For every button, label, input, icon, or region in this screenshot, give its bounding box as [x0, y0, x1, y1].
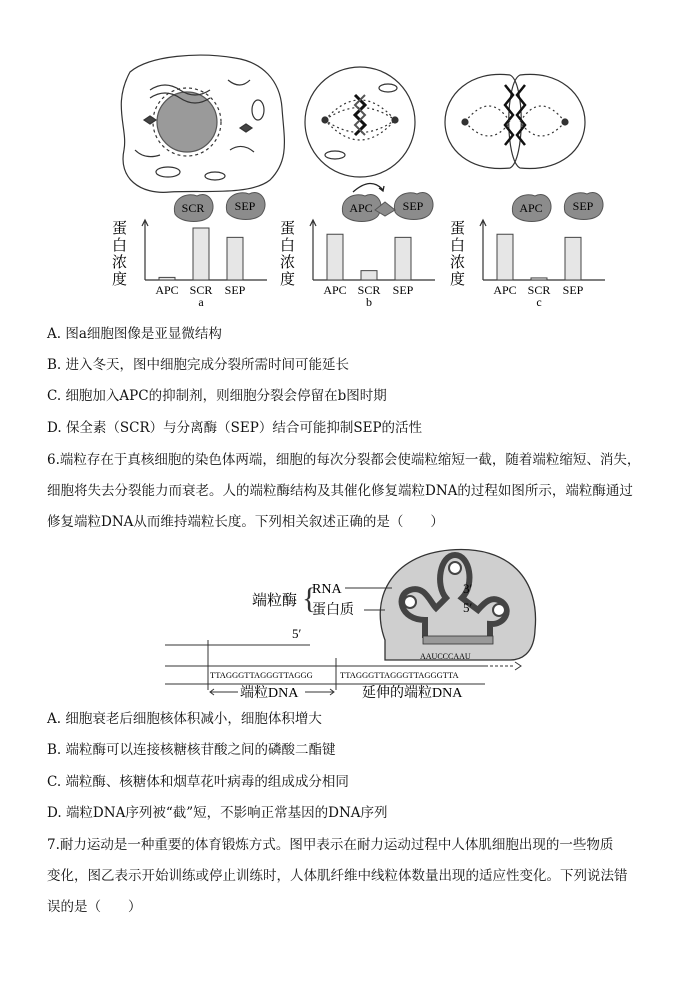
- y-axis-label-char: 白: [280, 236, 296, 254]
- y-axis-label-char: 蛋: [280, 219, 296, 237]
- panel-letter: a: [198, 295, 204, 309]
- q6-stem-line-1: 6.端粒存在于真核细胞的染色体两端，细胞的每次分裂都会使端粒缩短一截，随着端粒缩短、消失，: [47, 452, 641, 468]
- y-axis-label-char: 度: [450, 270, 466, 288]
- protein-label: SEP: [572, 199, 594, 213]
- q5-option-a: A. 图a细胞图像是亚显微结构: [47, 326, 222, 342]
- telomerase-figure: [0, 540, 695, 705]
- enzyme-brace: {: [302, 582, 317, 615]
- y-axis-label-char: 蛋: [450, 219, 466, 237]
- protein-label: SEP: [402, 199, 424, 213]
- cell-a-drawing: [121, 55, 284, 192]
- prime-3-label: 3′: [463, 581, 473, 596]
- q7-stem-line-2: 变化，图乙表示开始训练或停止训练时，人体肌纤维中线粒体数量出现的适应性变化。下列说法错: [47, 868, 628, 884]
- protein-label: SEP: [234, 199, 256, 213]
- bar-chart-panels: [112, 183, 605, 309]
- bar-sep: [565, 237, 581, 280]
- bar-sep: [395, 237, 411, 280]
- y-axis-label-char: 白: [112, 236, 128, 254]
- enzyme-label: 端粒酶: [252, 593, 298, 609]
- telomere-dna-label: 端粒DNA: [240, 686, 299, 701]
- y-axis-label-char: 蛋: [112, 219, 128, 237]
- apc-action-arrow: [353, 183, 383, 192]
- prime-5-right-label: 5′: [463, 600, 473, 615]
- x-tick-label: SCR: [527, 283, 551, 297]
- bar-apc: [327, 234, 343, 280]
- q6-option-c: C. 端粒酶、核糖体和烟草花叶病毒的组成成分相同: [47, 774, 349, 790]
- rna-label: RNA: [312, 582, 342, 597]
- protein-label: SCR: [181, 201, 205, 215]
- cell-c-drawing: [445, 74, 585, 168]
- y-axis-label-char: 度: [112, 270, 128, 288]
- x-tick-label: APC: [155, 283, 179, 297]
- q5-option-b: B. 进入冬天，图中细胞完成分裂所需时间可能延长: [47, 357, 350, 373]
- extended-dna-label: 延伸的端粒DNA: [362, 686, 463, 701]
- bar-scr: [531, 278, 547, 280]
- q6-option-d: D. 端粒DNA序列被“截”短，不影响正常基因的DNA序列: [47, 805, 388, 821]
- x-tick-label: SEP: [224, 283, 246, 297]
- q6-stem-line-3: 修复端粒DNA从而维持端粒长度。下列相关叙述正确的是（ ）: [47, 514, 444, 530]
- q6-option-b: B. 端粒酶可以连接核糖核苷酸之间的磷酸二酯键: [47, 742, 336, 758]
- q7-stem-line-1: 7.耐力运动是一种重要的体育锻炼方式。图甲表示在耐力运动过程中人体肌细胞出现的一些物质: [47, 837, 614, 853]
- extended-sequence: TTAGGGTTAGGGTTAGGGTTA: [340, 670, 459, 680]
- bar-apc: [159, 277, 175, 280]
- y-axis-label-char: 白: [450, 236, 466, 254]
- q6-stem-line-2: 细胞将失去分裂能力而衰老。人的端粒酶结构及其催化修复端粒DNA的过程如图所示，端粒酶通过: [47, 483, 633, 499]
- bar-sep: [227, 237, 243, 280]
- x-tick-label: SEP: [392, 283, 414, 297]
- x-tick-label: SCR: [189, 283, 213, 297]
- panel-letter: b: [366, 295, 372, 309]
- protein-label: APC: [349, 201, 373, 215]
- protein-label: APC: [519, 201, 543, 215]
- bar-scr: [361, 271, 377, 280]
- cell-b-drawing: [305, 67, 415, 177]
- q5-option-d: D. 保全素（SCR）与分离酶（SEP）结合可能抑制SEP的活性: [47, 420, 423, 436]
- q5-option-c: C. 细胞加入APC的抑制剂，则细胞分裂会停留在b图时期: [47, 388, 387, 404]
- y-axis-label-char: 度: [280, 270, 296, 288]
- x-tick-label: SCR: [357, 283, 381, 297]
- rna-template-sequence: AAUCCCAAU: [420, 652, 471, 661]
- telomere-sequence: TTAGGGTTAGGGTTAGGG: [210, 670, 313, 680]
- y-axis-label-char: 浓: [450, 253, 466, 271]
- bar-apc: [497, 234, 513, 280]
- y-axis-label-char: 浓: [112, 253, 128, 271]
- protein-label: 蛋白质: [312, 603, 354, 618]
- x-tick-label: APC: [323, 283, 347, 297]
- x-tick-label: APC: [493, 283, 517, 297]
- bar-scr: [193, 228, 209, 280]
- cell-division-figure: [0, 0, 695, 320]
- q6-option-a: A. 细胞衰老后细胞核体积减小，细胞体积增大: [47, 711, 322, 727]
- y-axis-label-char: 浓: [280, 253, 296, 271]
- panel-letter: c: [536, 295, 542, 309]
- prime-5-left-label: 5′: [292, 626, 302, 641]
- q7-stem-line-3: 误的是（ ）: [47, 899, 142, 915]
- x-tick-label: SEP: [562, 283, 584, 297]
